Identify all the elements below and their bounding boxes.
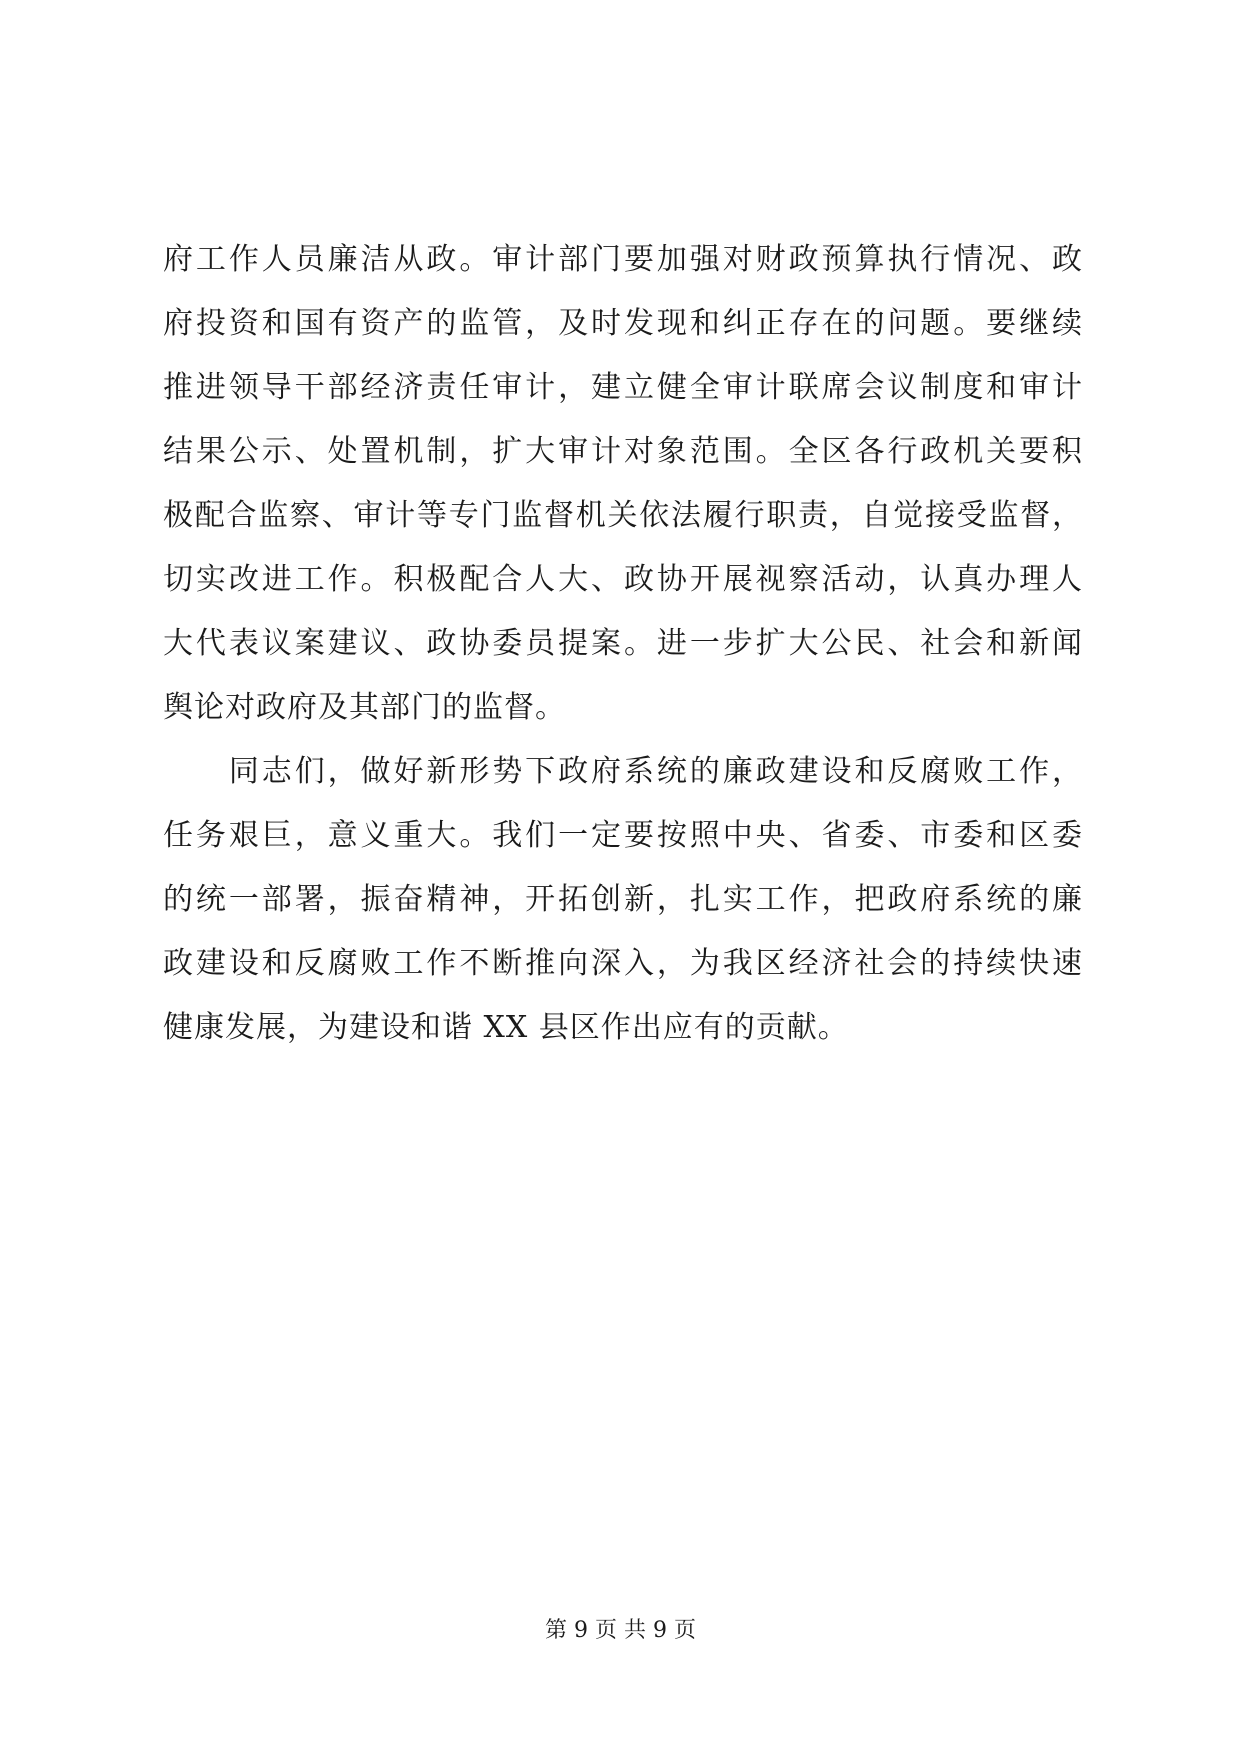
text-line: 健康发展，为建设和谐 XX 县区作出应有的贡献。 bbox=[163, 1010, 849, 1045]
text-line: 的统一部署，振奋精神，开拓创新，扎实工作，把政府系统的廉 bbox=[163, 882, 1083, 917]
text-line: 政建设和反腐败工作不断推向深入，为我区经济社会的持续快速 bbox=[163, 946, 1083, 981]
text-line: 推进领导干部经济责任审计，建立健全审计联席会议制度和审计 bbox=[163, 370, 1083, 405]
text-line: 任务艰巨，意义重大。我们一定要按照中央、省委、市委和区委 bbox=[163, 818, 1083, 853]
page-number: 第 9 页 共 9 页 bbox=[545, 1618, 696, 1643]
text-line: 结果公示、处置机制，扩大审计对象范围。全区各行政机关要积 bbox=[163, 434, 1083, 469]
text-line: 大代表议案建议、政协委员提案。进一步扩大公民、社会和新闻 bbox=[163, 626, 1083, 661]
text-line: 同志们，做好新形势下政府系统的廉政建设和反腐败工作， bbox=[163, 754, 1083, 789]
page-footer bbox=[0, 1616, 1241, 1646]
body-text bbox=[163, 228, 1083, 1060]
text-line: 府工作人员廉洁从政。审计部门要加强对财政预算执行情况、政 bbox=[163, 242, 1083, 277]
text-line: 极配合监察、审计等专门监督机关依法履行职责，自觉接受监督， bbox=[163, 498, 1083, 533]
text-line: 府投资和国有资产的监管，及时发现和纠正存在的问题。要继续 bbox=[163, 306, 1083, 341]
text-line: 舆论对政府及其部门的监督。 bbox=[163, 690, 566, 725]
paragraph-1 bbox=[163, 228, 1083, 740]
paragraph-2 bbox=[163, 740, 1083, 1060]
text-line: 切实改进工作。积极配合人大、政协开展视察活动，认真办理人 bbox=[163, 562, 1083, 597]
